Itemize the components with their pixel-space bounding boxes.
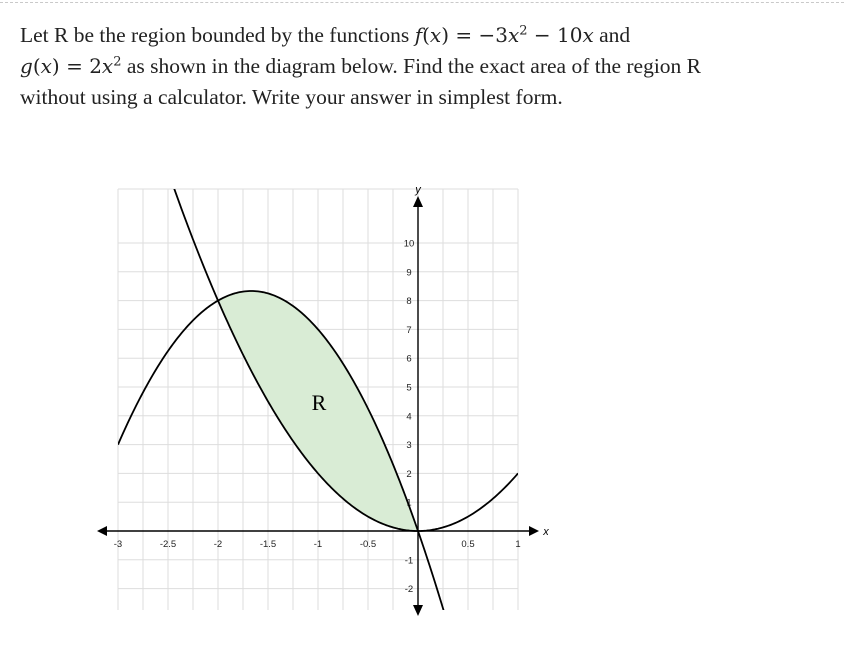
g-definition: $g(x) = 2x^2$ xyxy=(20,54,122,78)
x-axis-left-arrow-icon xyxy=(97,526,107,536)
x-tick-label: 1 xyxy=(515,539,521,550)
problem-text-2: as shown in the diagram below. Find the exact area of the region R xyxy=(121,54,702,78)
y-tick-label: 7 xyxy=(406,324,412,336)
y-tick-label: 1 xyxy=(406,497,412,509)
y-tick-label: 2 xyxy=(406,468,412,480)
y-tick-label: 8 xyxy=(406,296,412,308)
and-text: and xyxy=(593,23,631,47)
y-axis-label: y xyxy=(415,184,421,196)
region-r-label: R xyxy=(311,390,327,415)
y-tick-label: -1 xyxy=(404,555,414,567)
problem-text-3: without using a calculator. Write your answer in simplest form. xyxy=(20,85,563,109)
f-definition: $f(x) = -3x^2 - 10x$ xyxy=(414,23,594,47)
x-axis-right-arrow-icon xyxy=(529,526,539,536)
y-tick-label: -2 xyxy=(404,584,414,596)
x-tick-label: -2 xyxy=(213,539,223,550)
y-tick-label: 10 xyxy=(403,238,415,250)
y-tick-label: 5 xyxy=(406,382,412,394)
x-tick-label: 0.5 xyxy=(461,539,475,550)
x-axis-label: x xyxy=(543,526,549,538)
y-tick-label: 6 xyxy=(406,353,412,365)
x-tick-label: -1 xyxy=(313,539,323,550)
x-tick-label: -0.5 xyxy=(359,539,377,550)
x-tick-label: -3 xyxy=(113,539,123,550)
y-tick-label: 9 xyxy=(406,267,412,279)
y-tick-label: 3 xyxy=(406,440,412,452)
y-axis-down-arrow-icon xyxy=(413,605,423,616)
x-tick-label: -2.5 xyxy=(159,539,177,550)
y-axis-up-arrow-icon xyxy=(413,196,423,207)
x-tick-label: -1.5 xyxy=(259,539,277,550)
y-tick-label: 4 xyxy=(406,411,412,423)
problem-text-1: Let R be the region bounded by the functions xyxy=(20,23,415,47)
